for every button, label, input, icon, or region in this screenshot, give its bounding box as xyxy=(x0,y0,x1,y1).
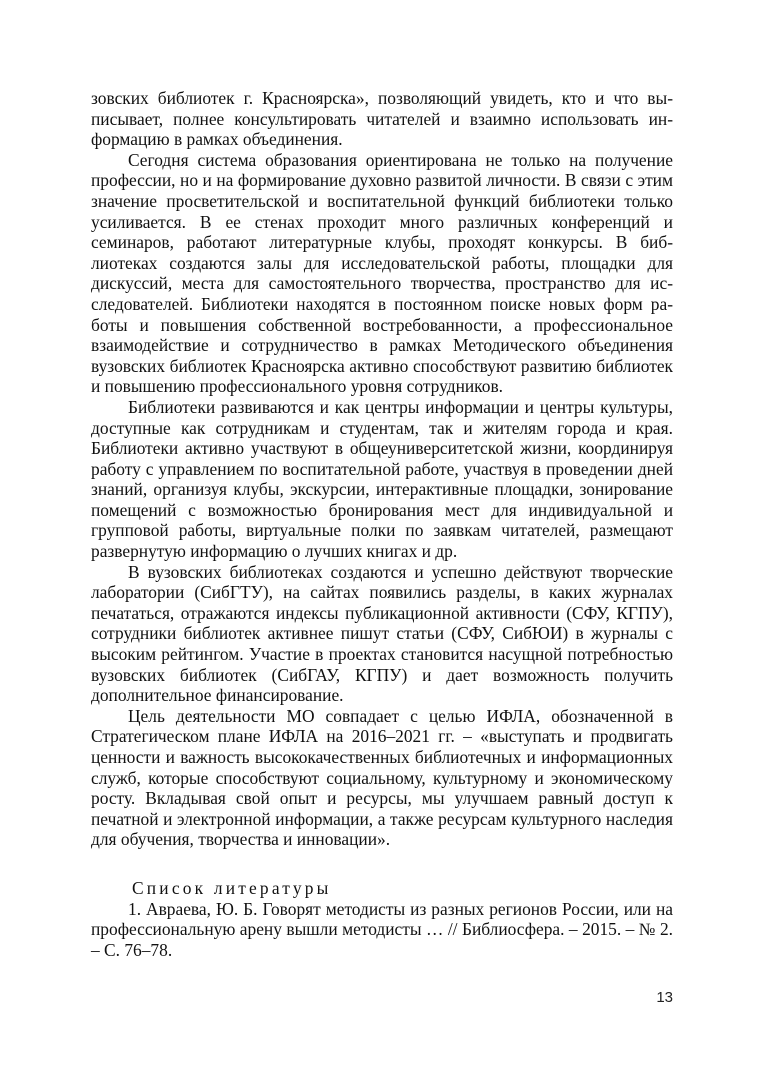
page-number: 13 xyxy=(656,989,673,1006)
paragraph-creative-labs: В вузовских библиотеках создаются и успешно действуют творческие лаборатории (СибГТУ), на сайтах появились разделы, в каких журналах печататься, отражаются индексы публикационной активности (СФУ, КГПУ), сотрудники библиотек активнее пишут статьи (СФУ, СибЮИ) в журналы с высоким рейтингом. Участие в проектах становится насущной потребностью вузовских библиотек (СибГАУ, КГПУ) и дает возможность получить дополнительное финансирование. xyxy=(91,561,673,706)
reference-item: 1. Авраева, Ю. Б. Говорят методисты из разных регионов России, или на профессиональную арену вышли методисты … // Библиосфера. – 2015. – № 2. – С. 76–78. xyxy=(91,898,673,960)
paragraph-education-system: Сегодня система образования ориентирована не только на получение профессии, но и на формирование духовно развитой личности. В связи с этим значение просветительской и воспитательной функций библиотеки только усиливается. В ее стенах проходит много различных конференций и семинаров, работают литературные клубы, проходят конкурсы. В библиотеках создаются залы для исследовательской работы, площадки для дискуссий, места для самостоятельного творчества, пространство для исследователей. Библиотеки находятся в постоянном поиске новых форм работы и повышения собственной востребованности, а профессиональное взаимодействие и сотрудничество в рамках Методического объединения вузовских библиотек Красноярска активно способствуют развитию библиотек и повышению профессионального уровня сотрудников. xyxy=(91,149,673,397)
paragraph-continuation: зовских библиотек г. Красноярска», позволяющий увидеть, кто и что выписывает, полнее консультировать читателей и взаимно использовать информацию в рамках объединения. xyxy=(91,88,673,150)
document-page xyxy=(91,88,673,960)
references-heading: Список литературы xyxy=(132,877,332,898)
paragraph-ifla-goal: Цель деятельности МО совпадает с целью ИФЛА, обозначенной в Стратегическом плане ИФЛА на 2016–2021 гг. – «выступать и продвигать ценности и важность высококачественных библиотечных и информационных служб, которые способствуют социальному, культурному и экономическому росту. Вкладывая свой опыт и ресурсы, мы улучшаем равный доступ к печатной и электронной информации, а также ресурсам культурного наследия для обучения, творчества и инновации». xyxy=(91,705,673,850)
paragraph-culture-centers: Библиотеки развиваются и как центры информации и центры культуры, доступные как сотрудникам и студентам, так и жителям города и края. Библиотеки активно участвуют в общеуниверситетской жизни, координируя работу с управлением по воспитательной работе, участвуя в проведении дней знаний, организуя клубы, экскурсии, интерактивные площадки, зонирование помещений с возможностью бронирования мест для индивидуальной и групповой работы, виртуальные полки по заявкам читателей, размещают развернутую информацию о лучших книгах и др. xyxy=(91,396,673,562)
